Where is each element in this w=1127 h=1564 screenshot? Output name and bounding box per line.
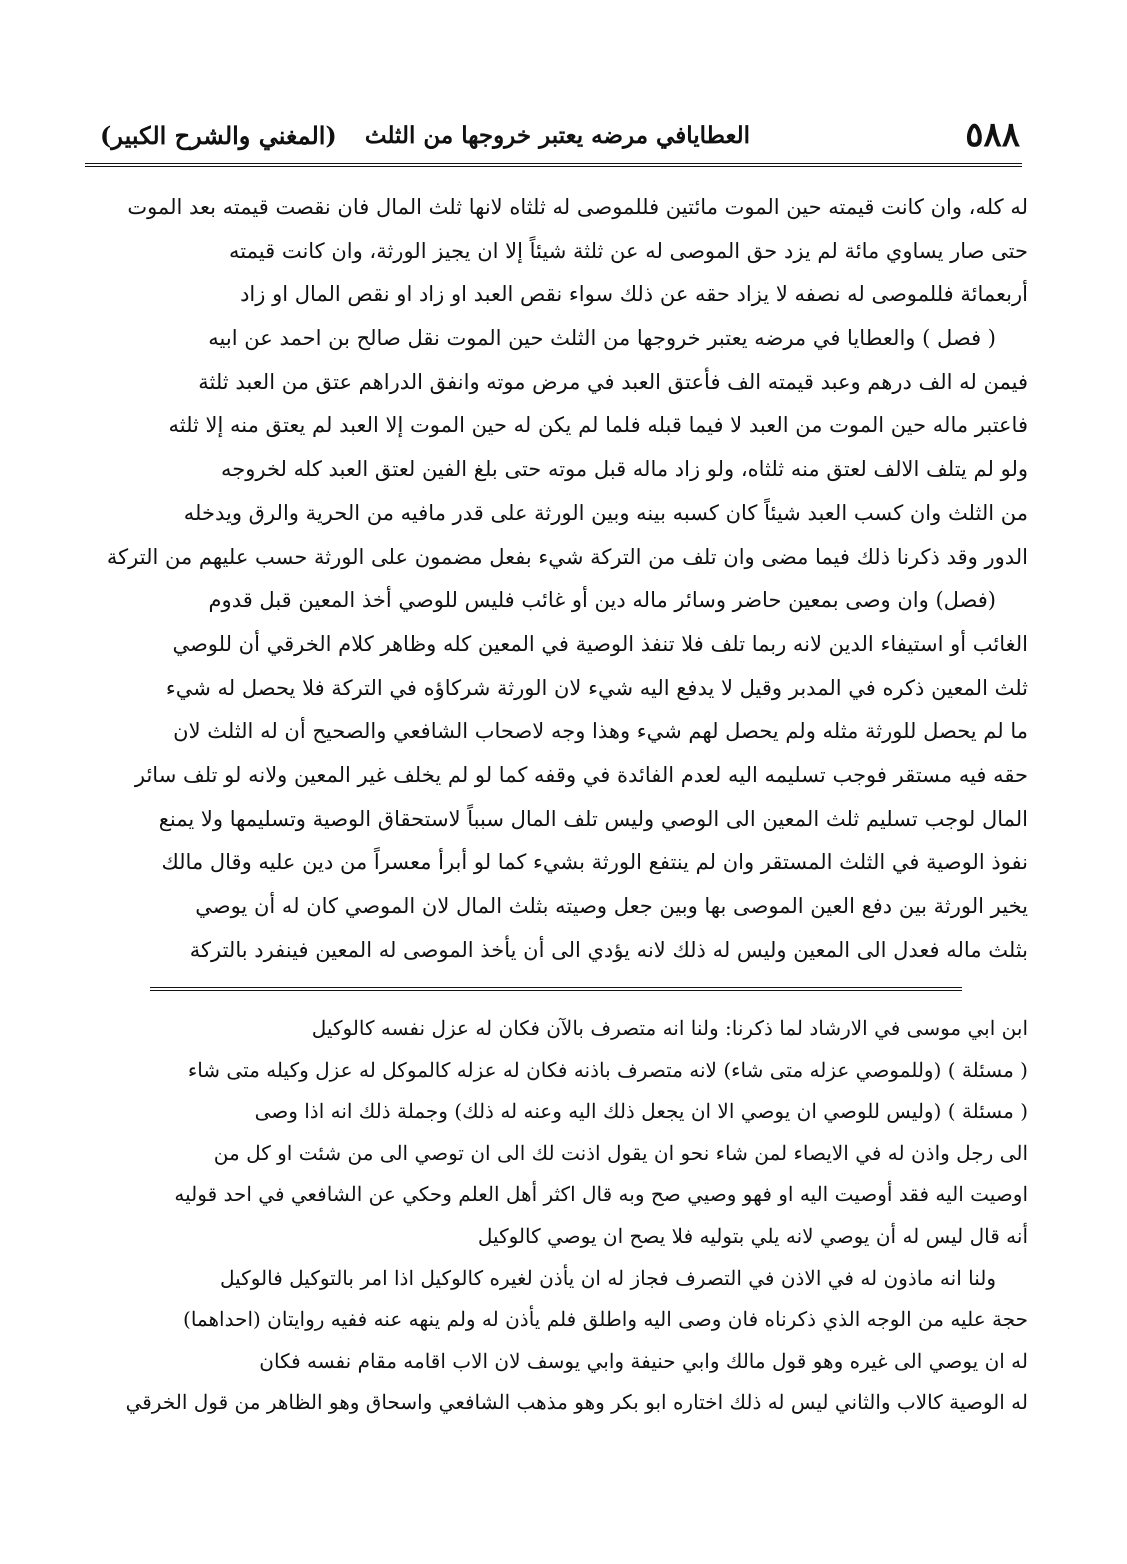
text-line: نفوذ الوصية في الثلث المستقر وان لم ينتفع الورثة بشيء كما لو أبرأ معسراً من دين عليه وقال مالك: [161, 850, 1028, 875]
text-line: ابن ابي موسى في الارشاد لما ذكرنا: ولنا انه متصرف بالآن فكان له عزل نفسه كالوكيل: [311, 1016, 1028, 1040]
text-line: فاعتبر ماله حين الموت من العبد لا فيما قبله فلما لم يكن له حين الموت إلا العبد لم يعتق منه إلا ثلثه: [168, 413, 1028, 438]
text-line: له الوصية كالاب والثاني ليس له ذلك اختاره ابو بكر وهو مذهب الشافعي واسحاق وهو الظاهر من قول الخرقي: [125, 1390, 1028, 1415]
text-line: أنه قال ليس له أن يوصي لانه يلي بتوليه فلا يصح ان يوصي كالوكيل: [477, 1223, 1028, 1248]
text-line: ( مسئلة ) (وليس للوصي ان يوصي الا ان يجعل ذلك اليه وعنه له ذلك) وجملة ذلك انه اذا وصى: [254, 1099, 1028, 1124]
text-line: اوصيت اليه فقد أوصيت اليه او فهو وصيي صح وبه قال اكثر أهل العلم وحكي عن الشافعي في احد قوليه: [174, 1182, 1028, 1207]
text-line: الى رجل واذن له في الايصاء لمن شاء نحو ان يقول اذنت لك الى ان توصي الى من شئت او كل من: [213, 1140, 1028, 1165]
page-number: ٥٨٨: [965, 115, 1020, 155]
text-line: حجة عليه من الوجه الذي ذكرناه فان وصى اليه واطلق فلم يأذن له ولم ينهه عنه ففيه روايتان (احداهما): [183, 1307, 1028, 1332]
text-line: ( مسئلة ) (وللموصي عزله متى شاء) لانه متصرف باذنه فكان له عزله كالموكل له عزل وكيله متى شاء: [187, 1057, 1028, 1082]
text-line: ولنا انه ماذون له في الاذن في التصرف فجاز له ان يأذن لغيره كالوكيل اذا امر بالتوكيل فالوكيل: [220, 1265, 996, 1290]
text-line: أربعمائة فللموصى له نصفه لا يزاد حقه عن ذلك سواء نقص العبد او زاد او نقص المال او زاد: [240, 282, 1028, 307]
text-line: الدور وقد ذكرنا ذلك فيما مضى وان تلف من التركة شيء بفعل مضمون على الورثة حسب عليهم من التركة: [106, 544, 1028, 569]
section-divider: [150, 987, 962, 991]
commentary-text: [83, 1008, 1028, 1424]
text-line: ( فصل ) والعطايا في مرضه يعتبر خروجها من الثلث حين الموت نقل صالح بن احمد عن ابيه: [208, 326, 996, 351]
text-line: ثلث المعين ذكره في المدبر وقيل لا يدفع اليه شيء لان الورثة شركاؤه في التركة فلا يحصل له شيء: [165, 675, 1028, 700]
text-line: المال لوجب تسليم ثلث المعين الى الوصي وليس تلف المال سبباً لاستحقاق الوصية وتسليمها ولا يمنع: [158, 806, 1028, 831]
main-text: [83, 186, 1028, 972]
text-line: بثلث ماله فعدل الى المعين وليس له ذلك لانه يؤدي الى أن يأخذ الموصى له المعين فينفرد بالتركة: [189, 937, 1028, 962]
book-title: (المغني والشرح الكبير): [100, 121, 337, 150]
page-header: [100, 112, 1020, 158]
text-line: ولو لم يتلف الالف لعتق منه ثلثاه، ولو زاد ماله قبل موته حتى بلغ الفين لعتق العبد كله لخروجه: [221, 457, 1028, 482]
running-title: العطايافي مرضه يعتبر خروجها من الثلث: [364, 122, 750, 149]
text-line: (فصل) وان وصى بمعين حاضر وسائر ماله دين أو غائب فليس للوصي أخذ المعين قبل قدوم: [208, 588, 996, 613]
text-line: يخير الورثة بين دفع العين الموصى بها وبين جعل وصيته بثلث المال لان الموصي كان له أن يوصي: [195, 894, 1028, 918]
text-line: حتى صار يساوي مائة لم يزد حق الموصى له عن ثلثة شيئاً إلا ان يجيز الورثة، وان كانت قيمته: [229, 238, 1028, 263]
header-divider: [85, 163, 1022, 167]
text-line: له ان يوصي الى غيره وهو قول مالك وابي حنيفة وابي يوسف لان الاب اقامه مقام نفسه فكان: [259, 1348, 1028, 1373]
text-line: حقه فيه مستقر فوجب تسليمه اليه لعدم الفائدة في وقفه كما لو لم يخلف غير المعين ولانه لو تلف سائر: [134, 762, 1028, 787]
text-line: ما لم يحصل للورثة مثله ولم يحصل لهم شيء وهذا وجه لاصحاب الشافعي والصحيح أن له الثلث لان: [173, 719, 1028, 744]
text-line: من الثلث وان كسب العبد شيئاً كان كسبه بينه وبين الورثة على قدر مافيه من الحرية والرق ويدخله: [183, 500, 1028, 525]
text-line: له كله، وان كانت قيمته حين الموت مائتين فللموصى له ثلثاه لانها ثلث المال فان نقصت قيمته بعد الموت: [127, 195, 1028, 219]
text-line: فيمن له الف درهم وعبد قيمته الف فأعتق العبد في مرض موته وانفق الدراهم عتق من العبد ثلثة: [198, 369, 1028, 394]
text-line: الغائب أو استيفاء الدين لانه ربما تلف فلا تنفذ الوصية في المعين كله وظاهر كلام الخرقي أن للوصي: [172, 631, 1028, 656]
